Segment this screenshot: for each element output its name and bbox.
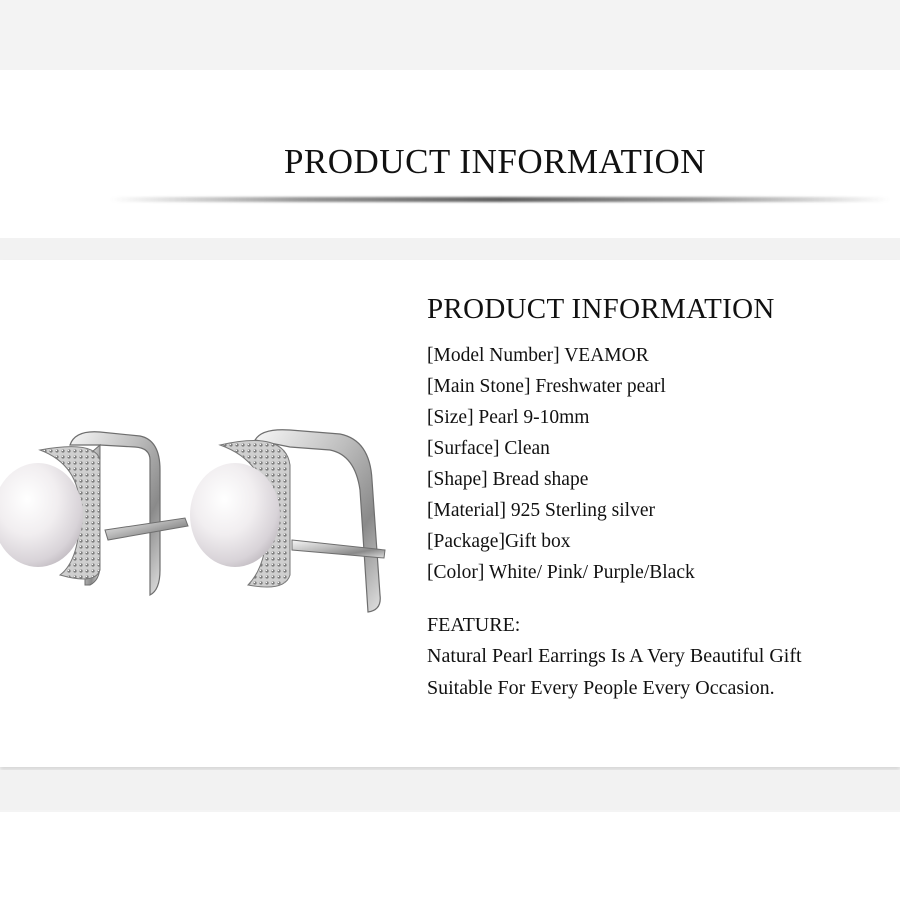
page-title: PRODUCT INFORMATION [283, 142, 707, 181]
pearl-earrings-image [0, 400, 400, 640]
feature-line: Suitable For Every People Every Occasion. [427, 676, 775, 699]
top-band [0, 0, 900, 70]
spec-model-number: [Model Number] VEAMOR [427, 345, 649, 366]
feature-title: FEATURE: [427, 614, 521, 636]
info-title: PRODUCT INFORMATION [427, 293, 775, 325]
feature-line: Natural Pearl Earrings Is A Very Beautiful Gift [427, 645, 802, 667]
bottom-panel [0, 812, 900, 900]
title-divider [110, 197, 890, 202]
section-gap [0, 238, 900, 260]
spec-material: [Material] 925 Sterling silver [427, 500, 655, 521]
product-info [427, 293, 897, 704]
spec-list [427, 340, 897, 588]
spec-package: [Package]Gift box [427, 531, 571, 552]
spec-main-stone: [Main Stone] Freshwater pearl [427, 376, 666, 397]
spec-shape: [Shape] Bread shape [427, 469, 589, 490]
spec-color: [Color] White/ Pink/ Purple/Black [427, 562, 695, 583]
spec-surface: [Surface] Clean [427, 438, 550, 459]
spec-size: [Size] Pearl 9-10mm [427, 407, 590, 428]
left-earring [0, 432, 188, 595]
right-earring [190, 430, 385, 612]
bottom-band [0, 770, 900, 810]
